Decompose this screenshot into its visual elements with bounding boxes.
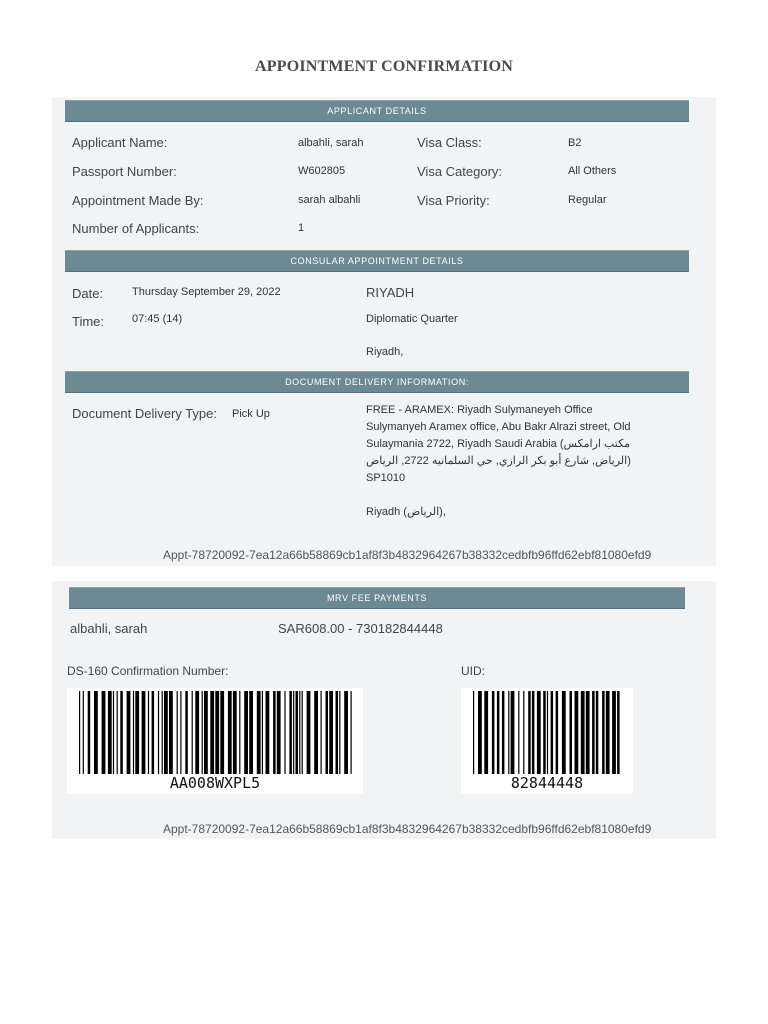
barcode-bar bbox=[127, 691, 131, 774]
barcode-bar bbox=[135, 691, 139, 774]
barcode-bar bbox=[492, 691, 495, 774]
visa-priority-label: Visa Priority: bbox=[417, 193, 490, 208]
visa-priority-value: Regular bbox=[568, 194, 607, 206]
applicant-name-label: Applicant Name: bbox=[72, 135, 168, 150]
barcode-bar bbox=[257, 691, 261, 774]
barcode-bar bbox=[277, 691, 281, 774]
barcode-bar bbox=[586, 691, 590, 774]
barcode-bar bbox=[537, 691, 541, 774]
passport-number-label: Passport Number: bbox=[72, 164, 177, 179]
barcode-bar bbox=[262, 691, 263, 774]
barcode-bar bbox=[307, 691, 311, 774]
barcode-bar bbox=[296, 691, 299, 774]
barcode-bar bbox=[612, 691, 616, 774]
barcode-bar bbox=[551, 691, 554, 774]
date-label: Date: bbox=[72, 286, 104, 301]
barcode-bar bbox=[215, 691, 219, 774]
barcode-bar bbox=[602, 691, 605, 774]
barcode-bar bbox=[478, 691, 482, 774]
barcode-bar bbox=[556, 691, 559, 774]
barcode-bar bbox=[344, 691, 348, 774]
consulate-address-city: Riyadh, bbox=[366, 346, 404, 358]
barcode-bar bbox=[113, 691, 114, 774]
uid-number: 82844448 bbox=[510, 774, 584, 792]
barcode-bar bbox=[508, 691, 509, 774]
appointment-id: Appt-78720092-7ea12a66b58869cb1af8f3b4832964267b38332cedbfb96ffd62ebf81080efd9 bbox=[163, 548, 652, 562]
ds160-barcode bbox=[67, 688, 363, 794]
barcode-bar bbox=[351, 691, 352, 774]
barcode-bar bbox=[162, 691, 163, 774]
applicant-details-header: APPLICANT DETAILS bbox=[65, 100, 689, 122]
barcode-bar bbox=[244, 691, 248, 774]
delivery-type-label: Document Delivery Type: bbox=[72, 406, 217, 421]
barcode-bar bbox=[543, 691, 546, 774]
barcode-bar bbox=[581, 691, 585, 774]
barcode-bar bbox=[142, 691, 146, 774]
barcode-bar bbox=[169, 691, 173, 774]
barcode-bar bbox=[484, 691, 488, 774]
uid-barcode-bars bbox=[461, 688, 633, 776]
payer-name: albahli, sarah bbox=[70, 621, 148, 636]
barcode-bar bbox=[293, 691, 294, 774]
visa-category-label: Visa Category: bbox=[417, 164, 503, 179]
barcode-bar bbox=[94, 691, 98, 774]
barcode-bar bbox=[473, 691, 474, 774]
ds160-label: DS-160 Confirmation Number: bbox=[67, 664, 229, 678]
date-value: Thursday September 29, 2022 bbox=[132, 286, 281, 298]
barcode-bar bbox=[596, 691, 599, 774]
barcode-bar bbox=[326, 691, 329, 774]
appointment-id-footer: Appt-78720092-7ea12a66b58869cb1af8f3b4832964267b38332cedbfb96ffd62ebf81080efd9 bbox=[163, 822, 652, 836]
barcode-bar bbox=[502, 691, 505, 774]
barcode-bar bbox=[239, 691, 240, 774]
passport-number-value: W602805 bbox=[298, 165, 346, 177]
payment-amount: SAR608.00 - 730182844448 bbox=[278, 621, 443, 636]
barcode-bar bbox=[570, 691, 573, 774]
barcode-bar bbox=[228, 691, 232, 774]
barcode-bar bbox=[511, 691, 515, 774]
barcode-bar bbox=[185, 691, 188, 774]
uid-barcode bbox=[461, 688, 633, 794]
delivery-address: FREE - ARAMEX: Riyadh Sulymaneyeh Office Sulymanyeh Aramex office, Abu Bakr Alrazi street, Old Sulaymania 2722, Riyadh Saudi Arabia (مكتب ارامكس الرياض, شارع أبو بكر الرازي, حي السلمانيه 2722, الرياض) SP1010 bbox=[366, 404, 631, 484]
barcode-bar bbox=[195, 691, 199, 774]
barcode-bar bbox=[148, 691, 149, 774]
barcode-bar bbox=[79, 691, 80, 774]
barcode-bar bbox=[606, 691, 610, 774]
barcode-bar bbox=[339, 691, 340, 774]
barcode-bar bbox=[523, 691, 524, 774]
number-of-applicants-value: 1 bbox=[298, 222, 305, 234]
barcode-bar bbox=[284, 691, 285, 774]
mrv-fee-header: MRV FEE PAYMENTS bbox=[69, 587, 685, 609]
time-value: 07:45 (14) bbox=[132, 313, 183, 325]
barcode-bar bbox=[329, 691, 333, 774]
appointment-made-by-label: Appointment Made By: bbox=[72, 193, 204, 208]
applicant-name-value: albahli, sarah bbox=[298, 137, 364, 149]
appointment-made-by-value: sarah albahli bbox=[298, 194, 361, 206]
barcode-bar bbox=[204, 691, 208, 774]
barcode-bar bbox=[210, 691, 214, 774]
delivery-info-header: DOCUMENT DELIVERY INFORMATION: bbox=[65, 371, 689, 393]
visa-category-value: All Others bbox=[568, 165, 617, 177]
barcode-bar bbox=[108, 691, 112, 774]
barcode-bar bbox=[617, 691, 620, 774]
number-of-applicants-label: Number of Applicants: bbox=[72, 221, 200, 236]
barcode-bar bbox=[592, 691, 595, 774]
delivery-type-value: Pick Up bbox=[232, 408, 270, 420]
barcode-bar bbox=[497, 691, 500, 774]
barcode-bar bbox=[117, 691, 118, 774]
barcode-bar bbox=[120, 691, 123, 774]
page-title: APPOINTMENT CONFIRMATION bbox=[255, 58, 513, 75]
barcode-bar bbox=[202, 691, 203, 774]
barcode-bar bbox=[518, 691, 519, 774]
barcode-bar bbox=[233, 691, 237, 774]
barcode-bar bbox=[302, 691, 303, 774]
barcode-bar bbox=[88, 691, 91, 774]
barcode-bar bbox=[562, 691, 566, 774]
barcode-bar bbox=[575, 691, 579, 774]
barcode-bar bbox=[102, 691, 106, 774]
barcode-bar bbox=[220, 691, 224, 774]
ds160-number: AA008WXPL5 bbox=[169, 774, 261, 792]
barcode-bar bbox=[177, 691, 178, 774]
barcode-bar bbox=[289, 691, 292, 774]
barcode-bar bbox=[192, 691, 193, 774]
barcode-bar bbox=[321, 691, 322, 774]
barcode-bar bbox=[532, 691, 535, 774]
barcode-bar bbox=[152, 691, 155, 774]
consular-details-header: CONSULAR APPOINTMENT DETAILS bbox=[65, 250, 689, 272]
barcode-bar bbox=[164, 691, 168, 774]
consulate-address: Diplomatic Quarter bbox=[366, 313, 458, 325]
barcode-bar bbox=[249, 691, 253, 774]
barcode-bar bbox=[299, 691, 300, 774]
delivery-city: Riyadh (الرياض), bbox=[366, 506, 446, 518]
uid-label: UID: bbox=[461, 664, 485, 678]
barcode-bar bbox=[314, 691, 318, 774]
ds160-barcode-bars bbox=[67, 688, 363, 776]
barcode-bar bbox=[336, 691, 339, 774]
barcode-bar bbox=[83, 691, 84, 774]
barcode-bar bbox=[273, 691, 276, 774]
consulate-city: RIYADH bbox=[366, 285, 415, 300]
barcode-bar bbox=[180, 691, 181, 774]
visa-class-value: B2 bbox=[568, 137, 582, 149]
barcode-bar bbox=[547, 691, 548, 774]
time-label: Time: bbox=[72, 314, 105, 329]
barcode-bar bbox=[266, 691, 270, 774]
barcode-bar bbox=[158, 691, 159, 774]
barcode-bar bbox=[133, 691, 134, 774]
visa-class-label: Visa Class: bbox=[417, 135, 482, 150]
barcode-bar bbox=[528, 691, 531, 774]
